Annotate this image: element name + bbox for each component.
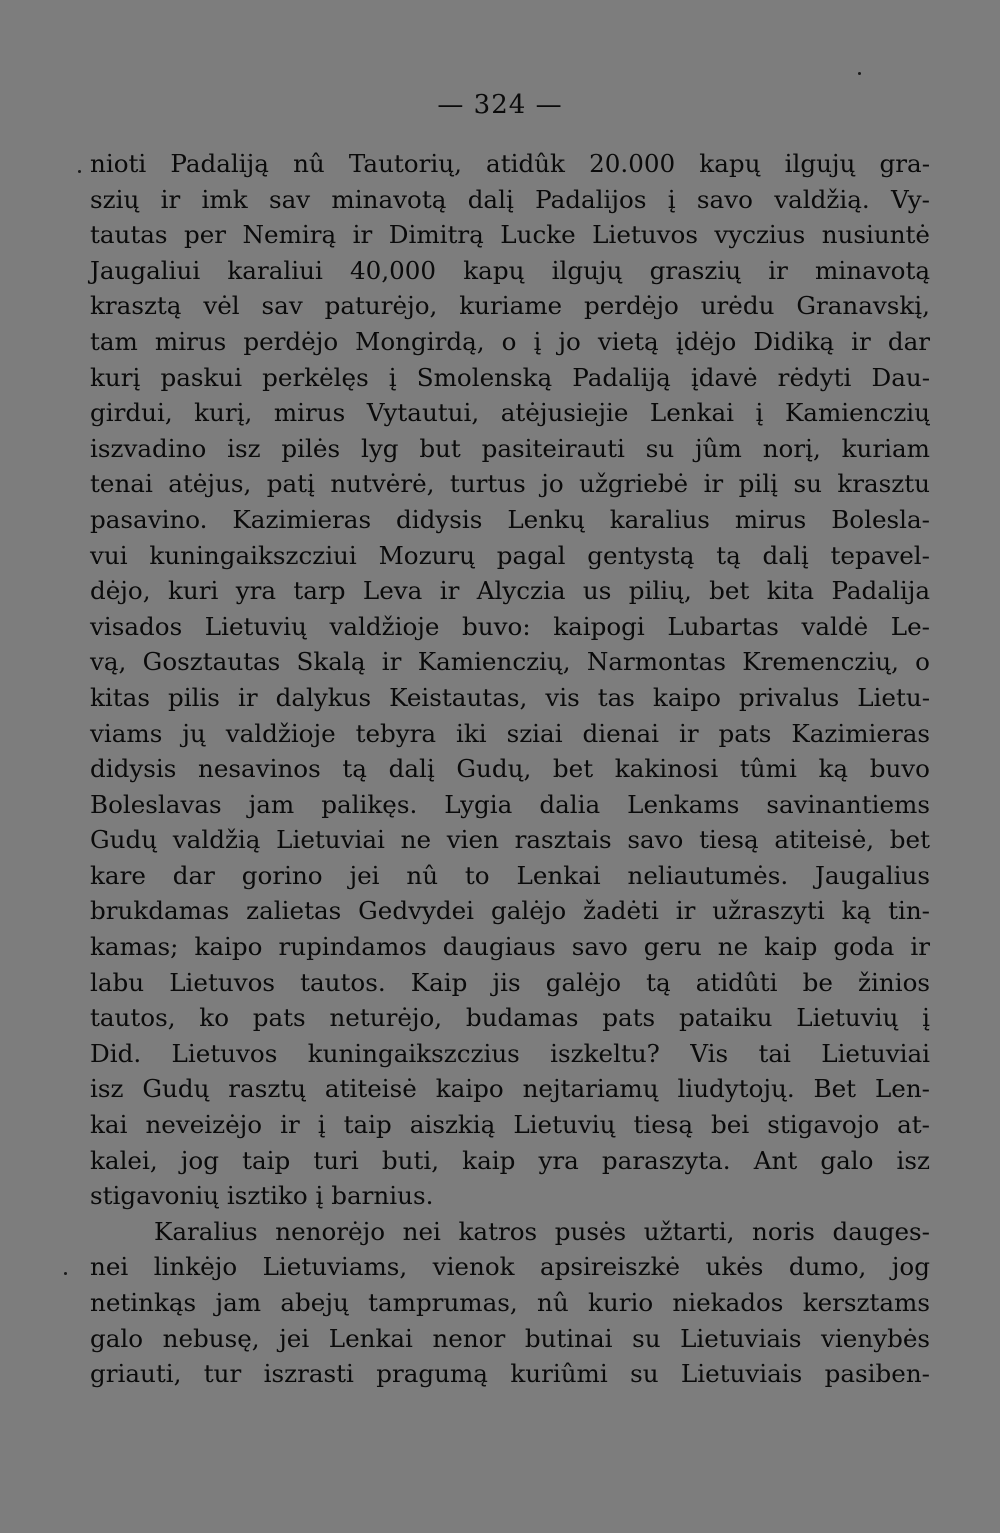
print-speck xyxy=(858,72,861,75)
text-line: pasavino. Kazimieras didysis Lenkų karalius mirus Bolesla- xyxy=(90,504,930,534)
text-line: Gudų valdžią Lietuviai ne vien rasztais savo tiesą atiteisė, bet xyxy=(90,825,930,855)
text-line: stigavonių isztiko į barnius. xyxy=(90,1181,434,1211)
text-line: kalei, jog taip turi buti, kaip yra paraszyta. Ant galo isz xyxy=(90,1145,930,1175)
text-line: krasztą vėl sav paturėjo, kuriame perdėjo urėdu Granavskį, xyxy=(90,291,930,321)
text-line: kare dar gorino jei nû to Lenkai neliautumės. Jaugalius xyxy=(90,860,930,890)
text-line: kamas; kaipo rupindamos daugiaus savo geru ne kaip goda ir xyxy=(90,932,930,962)
text-line: Boleslavas jam palikęs. Lygia dalia Lenkams savinantiems xyxy=(90,789,930,819)
text-line: labu Lietuvos tautos. Kaip jis galėjo tą atidûti be žinios xyxy=(90,967,930,997)
text-line: tam mirus perdėjo Mongirdą, o į jo vietą įdėjo Didiką ir dar xyxy=(90,326,930,356)
text-line: isz Gudų rasztų atiteisė kaipo nejtariamų liudytojų. Bet Len- xyxy=(90,1074,930,1104)
body-text xyxy=(90,146,930,1392)
text-line: Did. Lietuvos kuningaikszczius iszkeltu? Vis tai Lietuviai xyxy=(90,1038,930,1068)
paragraph-2 xyxy=(90,1214,930,1392)
text-line: vui kuningaikszcziui Mozurų pagal gentystą tą dalį tepavel- xyxy=(90,540,930,570)
text-line: nei linkėjo Lietuviams, vienok apsireiszkė ukės dumo, jog xyxy=(90,1252,930,1282)
text-line: kai neveizėjo ir į taip aiszkią Lietuvių tiesą bei stigavojo at- xyxy=(90,1110,930,1140)
text-line: tenai atėjus, patį nutvėrė, turtus jo užgriebė ir pilį su krasztu xyxy=(90,469,930,499)
text-line: vą, Gosztautas Skalą ir Kamienczių, Narmontas Kremenczių, o xyxy=(90,647,930,677)
text-line: girdui, kurį, mirus Vytautui, atėjusiejie Lenkai į Kamienczių xyxy=(90,398,930,428)
text-line: galo nebusę, jei Lenkai nenor butinai su Lietuviais vienybės xyxy=(90,1323,930,1353)
text-line: netinkąs jam abejų tamprumas, nû kurio niekados kersztams xyxy=(90,1288,930,1317)
page-number: — 324 — xyxy=(437,90,563,120)
text-line: Jaugaliui karaliui 40,000 kapų ilgujų graszių ir minavotą xyxy=(90,255,930,285)
text-line: tautas per Nemirą ir Dimitrą Lucke Lietuvos vyczius nusiuntė xyxy=(90,220,930,250)
text-line: brukdamas zalietas Gedvydei galėjo žadėti ir užraszyti ką tin- xyxy=(90,896,930,926)
text-line: visados Lietuvių valdžioje buvo: kaipogi Lubartas valdė Le- xyxy=(90,611,930,641)
paragraph-1 xyxy=(90,146,930,1214)
text-line: nioti Padaliją nû Tautorių, atidûk 20.000 kapų ilgujų gra- xyxy=(90,149,930,178)
text-line: kurį paskui perkėlęs į Smolenską Padaliją įdavė rėdyti Dau- xyxy=(90,362,930,392)
text-line: viams jų valdžioje tebyra iki sziai dienai ir pats Kazimieras xyxy=(90,718,930,748)
print-speck xyxy=(78,170,81,173)
text-line: iszvadino isz pilės lyg but pasiteirauti su jûm norį, kuriam xyxy=(90,433,930,463)
text-line: didysis nesavinos tą dalį Gudų, bet kakinosi tûmi ką buvo xyxy=(90,754,930,784)
text-line: szių ir imk sav minavotą dalį Padalijos į savo valdžią. Vy- xyxy=(90,184,930,214)
print-speck xyxy=(64,1272,67,1275)
text-line: dėjo, kuri yra tarp Leva ir Alyczia us pilių, bet kita Padalija xyxy=(90,576,930,606)
text-line: griauti, tur iszrasti pragumą kuriûmi su Lietuviais pasiben- xyxy=(90,1359,930,1389)
text-line: Karalius nenorėjo nei katros pusės užtarti, noris dauges- xyxy=(154,1216,930,1246)
text-line: tautos, ko pats neturėjo, budamas pats pataiku Lietuvių į xyxy=(90,1003,930,1033)
text-line: kitas pilis ir dalykus Keistautas, vis tas kaipo privalus Lietu- xyxy=(90,682,930,712)
